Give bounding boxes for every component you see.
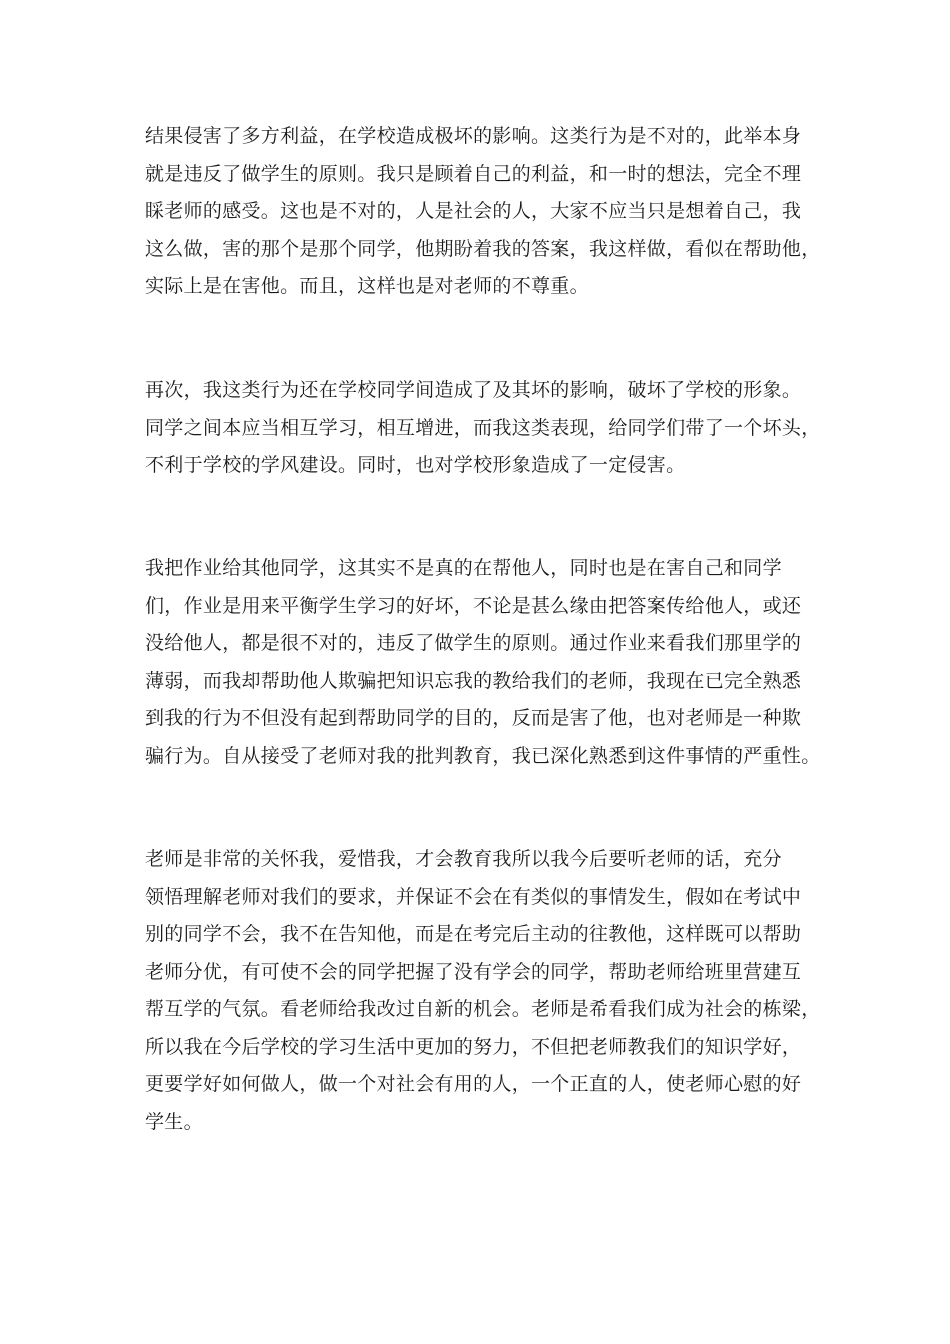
text-line: 骗行为。自从接受了老师对我的批判教育，我已深化熟悉到这件事情的严重性。	[145, 744, 821, 767]
text-line: 同学之间本应当相互学习，相互增进，而我这类表现，给同学们带了一个坏头，	[145, 416, 821, 439]
text-line: 不利于学校的学风建设。同时，也对学校形象造成了一定侵害。	[145, 454, 686, 476]
text-line: 我把作业给其他同学，这其实不是真的在帮他人，同时也是在害自己和同学	[145, 557, 782, 579]
text-line: 所以我在今后学校的学习生活中更加的努力，不但把老师教我们的知识学好，	[145, 1035, 802, 1058]
text-line: 薄弱，而我却帮助他人欺骗把知识忘我的教给我们的老师，我现在已完全熟悉	[145, 669, 802, 692]
text-line: 们，作业是用来平衡学生学习的好坏，不论是甚么缘由把答案传给他人，或还	[145, 594, 802, 617]
text-line: 领悟理解老师对我们的要求，并保证不会在有类似的事情发生，假如在考试中	[145, 885, 802, 908]
text-line: 实际上是在害他。而且，这样也是对老师的不尊重。	[145, 275, 589, 297]
paragraph-consequences	[145, 118, 825, 306]
text-line: 睬老师的感受。这也是不对的，人是社会的人，大家不应当只是想着自己，我	[145, 200, 802, 222]
paragraph-homework-reflection	[145, 550, 825, 775]
text-line: 老师分优，有可使不会的同学把握了没有学会的同学，帮助老师给班里营建互	[145, 960, 802, 983]
text-line: 老师是非常的关怀我，爱惜我，才会教育我所以我今后要听老师的话，充分	[145, 848, 782, 870]
text-line: 再次，我这类行为还在学校同学间造成了及其坏的影响，破坏了学校的形象。	[145, 379, 802, 401]
text-line: 就是违反了做学生的原则。我只是顾着自己的利益，和一时的想法，完全不理	[145, 162, 802, 185]
text-line: 这么做，害的那个是那个同学，他期盼着我的答案，我这样做，看似在帮助他，	[145, 237, 821, 260]
text-line: 帮互学的气氛。看老师给我改过自新的机会。老师是希看我们成为社会的栋梁，	[145, 998, 821, 1020]
text-line: 没给他人，都是很不对的，违反了做学生的原则。通过作业来看我们那里学的	[145, 632, 802, 654]
text-line: 到我的行为不但没有起到帮助同学的目的，反而是害了他，也对老师是一种欺	[145, 707, 802, 729]
text-line: 学生。	[145, 1110, 203, 1133]
text-line: 更要学好如何做人，做一个对社会有用的人，一个正直的人，使老师心慰的好	[145, 1073, 802, 1095]
paragraph-future-commitment	[145, 841, 825, 1141]
paragraph-school-impact	[145, 372, 825, 485]
text-line: 别的同学不会，我不在告知他，而是在考完后主动的往教他，这样既可以帮助	[145, 923, 802, 945]
text-line: 结果侵害了多方利益，在学校造成极坏的影响。这类行为是不对的，此举本身	[145, 125, 802, 147]
